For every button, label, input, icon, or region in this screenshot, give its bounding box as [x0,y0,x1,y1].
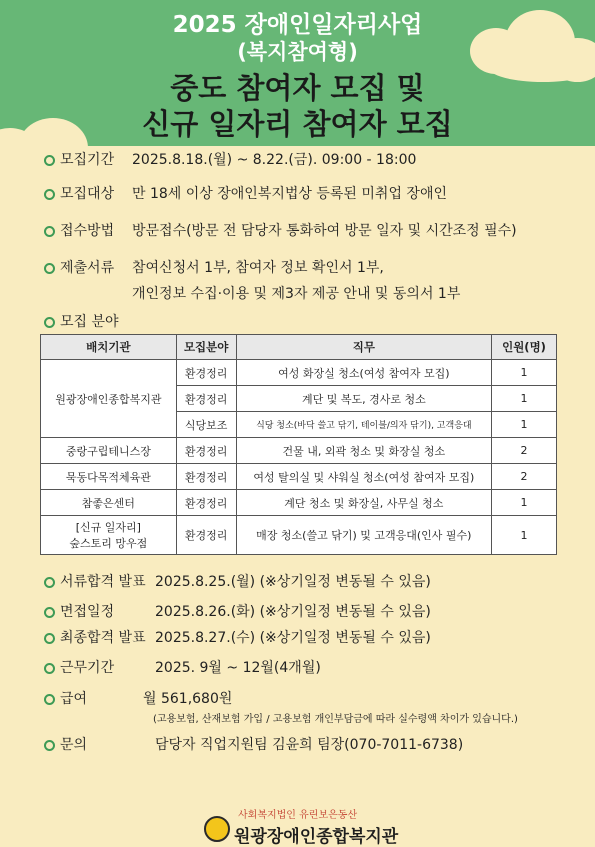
contact-value: 담당자 직업지원팀 김윤희 팀장(070-7011-6738) [155,737,464,753]
circle-bullet-icon [44,694,55,705]
docs-label: 제출서류 [60,260,115,276]
duty-cell: 계단 및 복도, 경사로 청소 [236,386,491,412]
duty-cell: 매장 청소(쓸고 닦기) 및 고객응대(인사 필수) [236,516,491,555]
organization-logo [204,802,404,847]
count-cell: 1 [492,412,557,438]
work-label: 근무기간 [60,660,115,676]
doc-pass-label: 서류합격 발표 [60,574,146,590]
duty-cell: 여성 화장실 청소(여성 참여자 모집) [236,360,491,386]
method-label: 접수방법 [60,223,115,239]
count-cell: 1 [492,360,557,386]
org-cell: 참좋은센터 [41,490,177,516]
method-value: 방문접수(방문 전 담당자 통화하여 방문 일자 및 시간조정 필수) [132,223,517,239]
circle-bullet-icon [44,663,55,674]
circle-bullet-icon [44,577,55,588]
field-cell: 환경정리 [176,490,236,516]
logo-title: 원광장애인종합복지관 [234,827,399,847]
table-row [41,490,557,516]
org-cell: 중랑구립테니스장 [41,438,177,464]
interview-value: 2025.8.26.(화) (※상기일정 변동될 수 있음) [155,604,431,620]
field-cell: 식당보조 [176,412,236,438]
column-header: 직무 [236,335,491,360]
circle-bullet-icon [44,607,55,618]
title-line-1: 2025 장애인일자리사업 [172,12,423,38]
target-label: 모집대상 [60,186,115,202]
table-header-row [41,335,557,360]
title-line-3: 중도 참여자 모집 및 [170,71,425,105]
circle-bullet-icon [44,155,55,166]
pay-note: (고용보험, 산재보험 가입 / 고용보험 개인부담금에 따라 실수령액 차이가 있습니다.) [153,714,518,725]
column-header: 인원(명) [492,335,557,360]
table-row [41,360,557,386]
circle-bullet-icon [44,317,55,328]
org-cell-line-1: [신규 일자리] [75,521,141,534]
title-line-2: (복지참여형) [237,40,358,64]
column-header: 모집분야 [176,335,236,360]
duty-cell: 식당 청소(바닥 쓸고 닦기, 테이블/의자 닦기), 고객응대 [236,412,491,438]
logo-emblem-icon [204,816,230,842]
table-row [41,516,557,555]
count-cell: 2 [492,438,557,464]
duty-cell: 계단 청소 및 화장실, 사무실 청소 [236,490,491,516]
org-cell-line-2: 숲스토리 망우점 [69,537,148,550]
field-label: 모집 분야 [60,314,119,330]
circle-bullet-icon [44,189,55,200]
count-cell: 1 [492,490,557,516]
period-value: 2025.8.18.(월) ~ 8.22.(금). 09:00 - 18:00 [132,152,417,168]
header-banner [0,0,595,146]
circle-bullet-icon [44,740,55,751]
field-cell: 환경정리 [176,516,236,555]
interview-label: 면접일정 [60,604,115,620]
logo-subtitle: 사회복지법인 유린보은동산 [238,810,358,821]
docs-value-1: 참여신청서 1부, 참여자 정보 확인서 1부, [132,260,384,276]
pay-label: 급여 [60,691,88,707]
table-row [41,438,557,464]
recruit-table [40,334,557,555]
circle-bullet-icon [44,633,55,644]
contact-label: 문의 [60,737,88,753]
final-value: 2025.8.27.(수) (※상기일정 변동될 수 있음) [155,630,431,646]
count-cell: 1 [492,386,557,412]
table-row [41,464,557,490]
org-cell: 원광장애인종합복지관 [41,360,177,438]
field-cell: 환경정리 [176,464,236,490]
doc-pass-value: 2025.8.25.(월) (※상기일정 변동될 수 있음) [155,574,431,590]
title-line-4: 신규 일자리 참여자 모집 [142,107,453,141]
circle-bullet-icon [44,263,55,274]
target-value: 만 18세 이상 장애인복지법상 등록된 미취업 장애인 [132,186,447,202]
work-value: 2025. 9월 ~ 12월(4개월) [155,660,321,676]
pay-value: 월 561,680원 [143,691,233,707]
org-cell [41,516,177,555]
count-cell: 1 [492,516,557,555]
field-cell: 환경정리 [176,386,236,412]
column-header: 배치기관 [41,335,177,360]
period-label: 모집기간 [60,152,115,168]
final-label: 최종합격 발표 [60,630,146,646]
field-cell: 환경정리 [176,360,236,386]
org-cell: 묵동다목적체육관 [41,464,177,490]
docs-value-2: 개인정보 수집·이용 및 제3자 제공 안내 및 동의서 1부 [132,286,461,302]
count-cell: 2 [492,464,557,490]
circle-bullet-icon [44,226,55,237]
field-cell: 환경정리 [176,438,236,464]
duty-cell: 건물 내, 외곽 청소 및 화장실 청소 [236,438,491,464]
duty-cell: 여성 탈의실 및 샤워실 청소(여성 참여자 모집) [236,464,491,490]
